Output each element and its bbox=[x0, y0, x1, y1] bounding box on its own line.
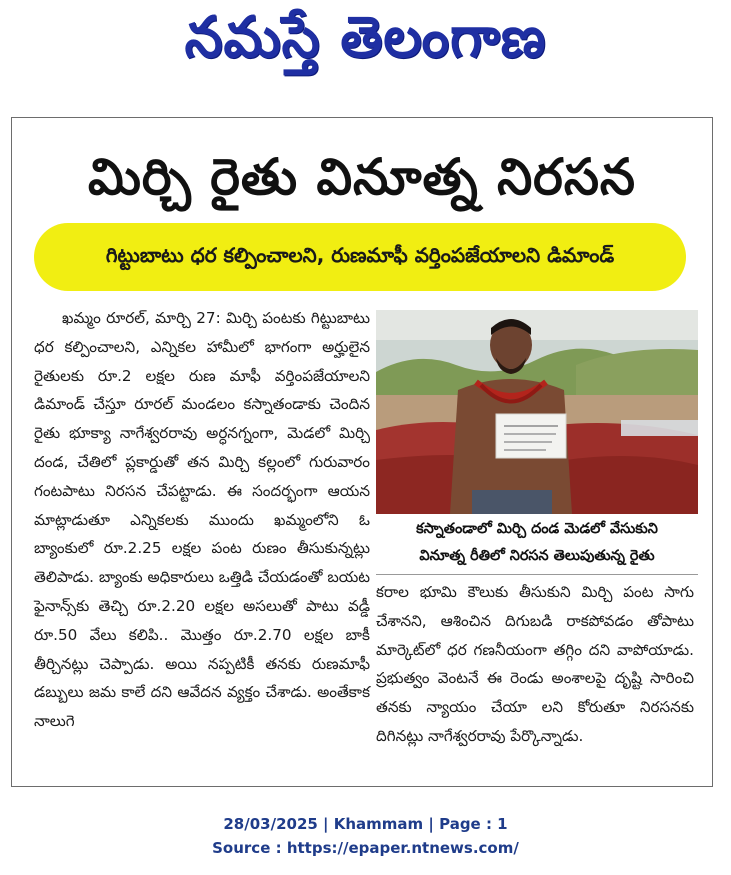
masthead bbox=[0, 6, 731, 86]
caption-line-2: వినూత్న రీతిలో నిరసన తెలుపుతున్న రైతు bbox=[419, 548, 655, 564]
masthead-title: నమస్తే తెలంగాణ bbox=[184, 4, 547, 71]
article-clipping bbox=[11, 117, 713, 787]
footer-date-edition: 28/03/2025 | Khammam | Page : 1 bbox=[223, 815, 508, 833]
photo-illustration bbox=[376, 310, 698, 514]
farmer-protest-photo bbox=[376, 310, 698, 514]
article-body-right bbox=[376, 578, 694, 778]
body-right-text: కరాల భూమి కౌలుకు తీసుకుని మిర్చి పంట సాగు చేశానని, ఆశించిన దిగుబడి రాకపోవడం తోపాటు మార్కెట్‌లో ధర గణనీయంగా తగ్గిం దని వాపోయాడు. ప్రభుత్వం వెంటనే ఈ రెండు అంశాలపై దృష్టి సారించి తనకు న్యాయం చేయా లని కోరుతూ నిరసనకు దిగినట్లు నాగేశ్వరరావు పేర్కొన్నాడు. bbox=[376, 583, 694, 745]
headline: మిర్చి రైతు వినూత్న నిరసన bbox=[87, 148, 637, 206]
subheadline-banner bbox=[34, 223, 686, 291]
subheadline: గిట్టుబాటు ధర కల్పించాలని, రుణమాఫీ వర్తింపజేయాలని డిమాండ్ bbox=[105, 242, 615, 267]
photo-caption bbox=[376, 516, 698, 575]
caption-line-1: కస్నాతండాలో మిర్చి దండ మెడలో వేసుకుని bbox=[416, 521, 658, 537]
footer-source[interactable]: Source : https://epaper.ntnews.com/ bbox=[212, 839, 519, 857]
body-left-text: ఖమ్మం రూరల్, మార్చి 27: మిర్చి పంటకు గిట్టుబాటు ధర కల్పించాలని, ఎన్నికల హామీలో భాగంగా అర్హులైన రైతులకు రూ.2 లక్షల రుణ మాఫీ వర్తింపజేయాలని డిమాండ్ చేస్తూ రూరల్ మండలం కస్నాతండాకు చెందిన రైతు భూక్యా నాగేశ్వరరావు అర్ధనగ్నంగా, మెడలో మిర్చి దండ, చేతిలో ప్లకార్డుతో తన మిర్చి కల్లంలో గురువారం గంటపాటు నిరసన చేపట్టాడు. ఈ సందర్భంగా ఆయన మాట్లాడుతూ ఎన్నికలకు ముందు ఖమ్మంలోని ఓ బ్యాంకులో రూ.2.25 లక్షల పంట రుణం తీసుకున్నట్లు తెలిపాడు. బ్యాంకు అధికారులు ఒత్తిడి చేయడంతో బయట ఫైనాన్స్‌కు తెచ్చి రూ.2.20 లక్షల అసలుతో పాటు వడ్డీ రూ.50 వేలు కలిపి.. మొత్తం రూ.2.70 లక్షల బాకీ తీర్చినట్లు చెప్పాడు. అయి నప్పటికీ తనకు రుణమాఫీ డబ్బులు జమ కాలే దని ఆవేదన వ్యక్తం చేశాడు. అంతేకాక నాలుగె bbox=[34, 309, 370, 731]
article-body-left bbox=[34, 304, 370, 774]
page-footer bbox=[0, 812, 731, 860]
